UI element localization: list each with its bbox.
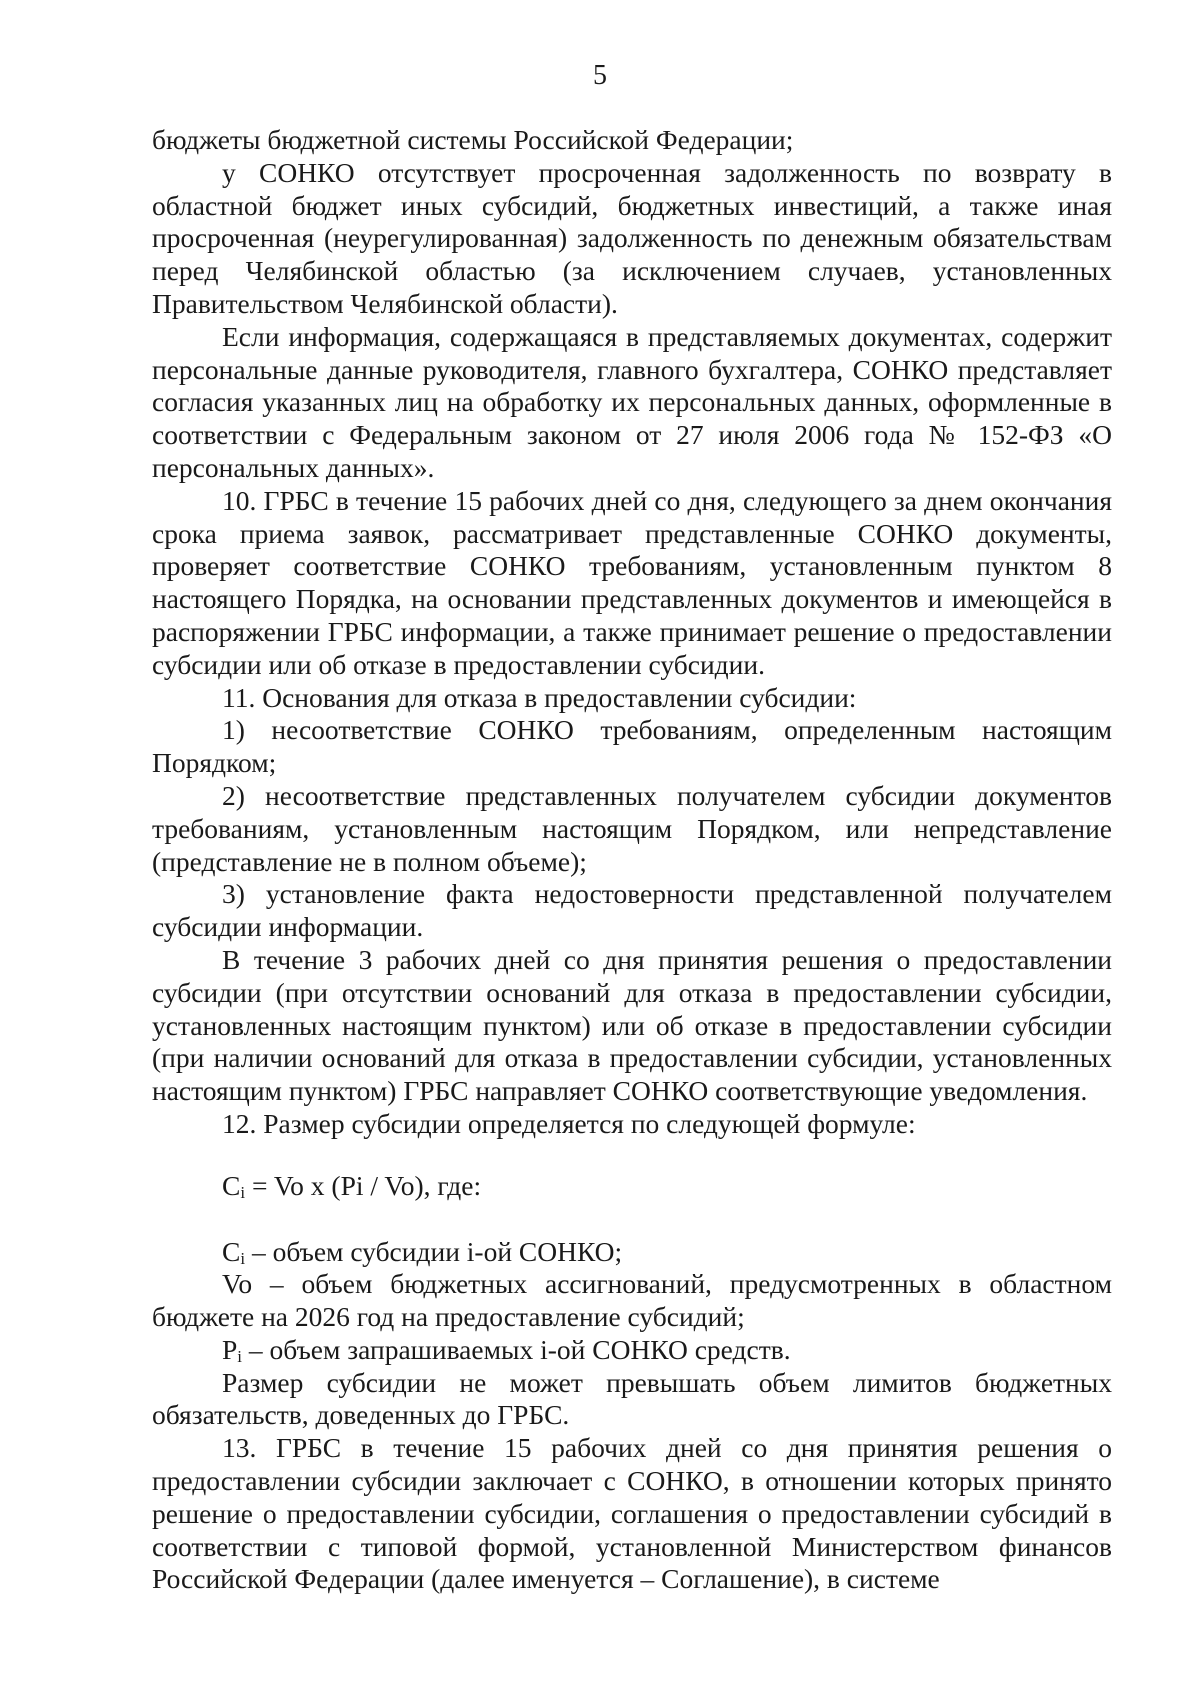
paragraph-item-12: 12. Размер субсидии определяется по следующей формуле: <box>222 1107 916 1139</box>
definition-pi-symbol: P <box>222 1333 238 1365</box>
paragraph-budget-system: бюджеты бюджетной системы Российской Федерации; <box>152 124 794 155</box>
paragraph-notification: В течение 3 рабочих дней со дня принятия решения о предоставлении субсидии (при отсутствии оснований для отказа в предоставлении субсидии, установленных настоящим пунктом) или об отказе в предоставлении субсидии (при наличии оснований для отказа в предоставлении субсидии, установленных настоящим пунктом) ГРБС направляет СОНКО соответствующие уведомления. <box>152 943 1112 1107</box>
paragraph-subsidy-limit: Размер субсидии не может превышать объем лимитов бюджетных обязательств, доведенных до ГРБС. <box>152 1366 1112 1431</box>
page-number: 5 <box>593 60 607 91</box>
paragraph-personal-data: Если информация, содержащаяся в представляемых документах, содержит персональные данные руководителя, главного бухгалтера, СОНКО представляет согласия указанных лиц на обработку их персональных данных, оформленные в соответствии с Федеральным законом от 27 июля 2006 года № 152-ФЗ «О персональных данных». <box>152 320 1112 483</box>
paragraph-no-overdue-debt: у СОНКО отсутствует просроченная задолженность по возврату в областной бюджет иных субсидий, бюджетных инвестиций, а также иная просроченная (неурегулированная) задолженность по денежным обязательствам перед Челябинской областью (за исключением случаев, установленных Правительством Челябинской области). <box>152 156 1112 319</box>
formula-lhs-subscript: i <box>240 1182 246 1202</box>
formula-rhs: = Vo x (Pi / Vo), где: <box>245 1169 482 1201</box>
formula-lhs: C <box>222 1169 241 1201</box>
definition-pi-text: – объем запрашиваемых i-ой СОНКО средств. <box>242 1333 791 1365</box>
definition-pi <box>152 1334 1112 1367</box>
definition-ci-symbol: C <box>222 1235 241 1267</box>
paragraph-refusal-3: 3) установление факта недостоверности представленной получателем субсидии информации. <box>152 878 1112 943</box>
document-body <box>152 124 1112 1596</box>
paragraph-item-11: 11. Основания для отказа в предоставлении субсидии: <box>222 681 857 713</box>
definition-ci-subscript: i <box>240 1248 246 1268</box>
subsidy-formula <box>152 1170 1112 1203</box>
paragraph-item-13: 13. ГРБС в течение 15 рабочих дней со дня принятия решения о предоставлении субсидии заключает с СОНКО, в отношении которых принято решение о предоставлении субсидии, соглашения о предоставлении субсидий в соответствии с типовой формой, установленной Министерством финансов Российской Федерации (далее именуется – Соглашение), в системе <box>152 1432 1112 1595</box>
definition-ci-text: – объем субсидии i-ой СОНКО; <box>245 1235 623 1267</box>
paragraph-refusal-1: 1) несоответствие СОНКО требованиям, определенным настоящим Порядком; <box>152 714 1112 779</box>
paragraph-refusal-2: 2) несоответствие представленных получателем субсидии документов требованиям, установленным настоящим Порядком, или непредставление (представление не в полном объеме); <box>152 779 1112 877</box>
definition-vo: Vo – объем бюджетных ассигнований, предусмотренных в областном бюджете на 2026 год на предоставление субсидий; <box>152 1268 1112 1333</box>
definition-ci <box>152 1236 1112 1269</box>
definition-pi-subscript: i <box>237 1346 243 1366</box>
paragraph-item-10: 10. ГРБС в течение 15 рабочих дней со дня, следующего за днем окончания срока приема заявок, рассматривает представленные СОНКО документы, проверяет соответствие СОНКО требованиям, установленным пунктом 8 настоящего Порядка, на основании представленных документов и имеющейся в распоряжении ГРБС информации, а также принимает решение о предоставлении субсидии или об отказе в предоставлении субсидии. <box>152 484 1112 680</box>
